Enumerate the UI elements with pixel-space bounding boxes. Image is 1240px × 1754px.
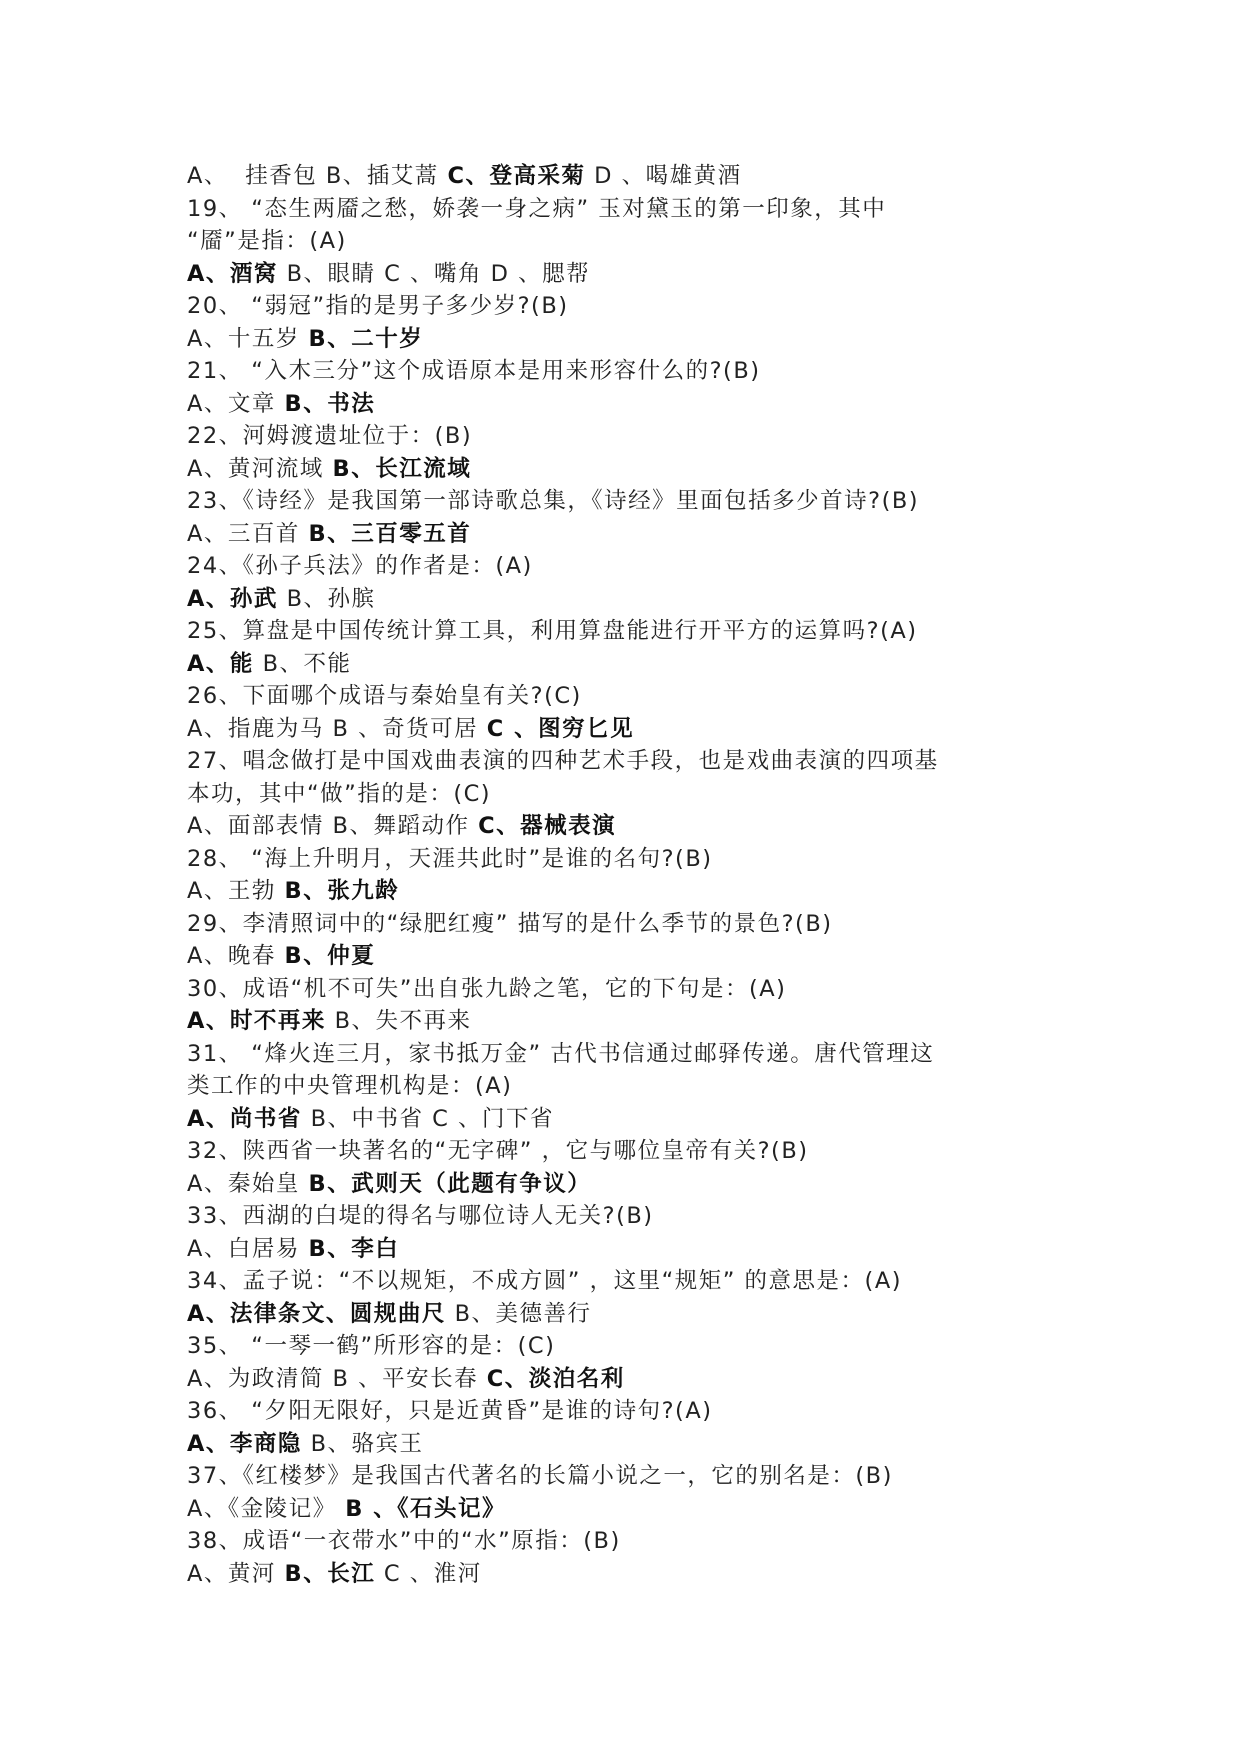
plain-text: 27、唱念做打是中国戏曲表演的四种艺术手段，也是戏曲表演的四项基 [187, 748, 939, 774]
plain-text: 19、 “态生两靥之愁，娇袭一身之病” 玉对黛玉的第一印象，其中 [187, 195, 887, 222]
question-text-line [187, 1525, 1067, 1558]
answer-options-line [187, 1558, 1067, 1591]
question-text-line [187, 778, 1067, 811]
answer-options-line [187, 1493, 1067, 1526]
question-text-line [187, 745, 1067, 778]
plain-text: A、《金陵记》 [187, 1495, 346, 1522]
question-text-line [187, 1135, 1067, 1168]
plain-text: A、白居易 [187, 1235, 309, 1262]
answer-options-line [187, 713, 1067, 746]
plain-text: 23、《诗经》是我国第一部诗歌总集，《诗经》里面包括多少首诗?(B) [187, 488, 920, 514]
question-text-line [187, 1038, 1067, 1071]
question-text-line [187, 1330, 1067, 1363]
plain-text: A、文章 [187, 390, 285, 417]
correct-answer-text: C 、图穷匕见 [486, 715, 635, 742]
answer-options-line [187, 1363, 1067, 1396]
answer-options-line [187, 453, 1067, 486]
plain-text: 37、《红楼梦》是我国古代著名的长篇小说之一，它的别名是：(B) [187, 1463, 893, 1489]
answer-options-line [187, 258, 1067, 291]
correct-answer-text: C、登高采菊 [447, 163, 586, 189]
plain-text: B、失不再来 [325, 1008, 472, 1034]
question-text-line [187, 1200, 1067, 1233]
plain-text: 本功，其中“做”指的是：(C) [187, 780, 492, 807]
question-text-line [187, 355, 1067, 388]
question-text-line [187, 908, 1067, 941]
answer-options-line [187, 323, 1067, 356]
plain-text: 32、陕西省一块著名的“无字碑” ，它与哪位皇帝有关?(B) [187, 1138, 809, 1164]
plain-text: 38、成语“一衣带水”中的“水”原指：(B) [187, 1528, 621, 1554]
correct-answer-text: A、时不再来 [187, 1008, 326, 1034]
plain-text: “靥”是指：(A) [187, 228, 347, 254]
correct-answer-text: B、李白 [308, 1235, 400, 1262]
question-text-line [187, 1265, 1067, 1298]
plain-text: B、中书省 C 、门下省 [301, 1105, 555, 1132]
answer-options-line [187, 875, 1067, 908]
correct-answer-text: B、三百零五首 [308, 520, 472, 547]
correct-answer-text: B、二十岁 [308, 325, 424, 352]
question-text-line [187, 680, 1067, 713]
answer-options-line [187, 1103, 1067, 1136]
plain-text: A、十五岁 [187, 325, 309, 352]
question-text-line [187, 1395, 1067, 1428]
plain-text: B、美德善行 [445, 1300, 592, 1327]
correct-answer-text: B、仲夏 [284, 943, 376, 969]
plain-text: D 、喝雄黄酒 [585, 163, 742, 189]
correct-answer-text: A、能 [187, 650, 254, 677]
answer-options-line [187, 518, 1067, 551]
correct-answer-text: C、器械表演 [478, 813, 617, 839]
question-text-line [187, 420, 1067, 453]
answer-options-line [187, 1005, 1067, 1038]
plain-text: B、眼睛 C 、嘴角 D 、腮帮 [277, 260, 591, 287]
plain-text: 20、 “弱冠”指的是男子多少岁?(B) [187, 293, 569, 319]
answer-options-line [187, 1168, 1067, 1201]
correct-answer-text: B、书法 [284, 390, 376, 417]
correct-answer-text: B、张九龄 [284, 878, 400, 904]
correct-answer-text: B、长江 [284, 1560, 376, 1587]
question-text-line [187, 1070, 1067, 1103]
answer-options-line [187, 1298, 1067, 1331]
plain-text: A、黄河 [187, 1560, 285, 1587]
plain-text: 21、 “入木三分”这个成语原本是用来形容什么的?(B) [187, 358, 761, 384]
plain-text: B、孙膑 [277, 585, 376, 612]
question-text-line [187, 550, 1067, 583]
plain-text: 33、西湖的白堤的得名与哪位诗人无关?(B) [187, 1203, 654, 1229]
plain-text: 24、《孙子兵法》的作者是：(A) [187, 553, 533, 579]
plain-text: 35、 “一琴一鹤”所形容的是：(C) [187, 1333, 556, 1359]
plain-text: A、 挂香包 B、插艾蒿 [187, 163, 448, 189]
plain-text: 36、 “夕阳无限好，只是近黄昏”是谁的诗句?(A) [187, 1398, 713, 1424]
answer-options-line [187, 583, 1067, 616]
plain-text: A、面部表情 B、舞蹈动作 [187, 813, 479, 839]
plain-text: 类工作的中央管理机构是：(A) [187, 1073, 513, 1099]
plain-text: 34、孟子说：“不以规矩，不成方圆” ，这里“规矩” 的意思是：(A) [187, 1268, 903, 1294]
answer-options-line [187, 940, 1067, 973]
answer-options-line [187, 1428, 1067, 1461]
question-text-line [187, 193, 1067, 226]
answer-options-line [187, 1233, 1067, 1266]
plain-text: B、骆宾王 [301, 1430, 424, 1457]
plain-text: B、不能 [253, 650, 352, 677]
plain-text: A、为政清简 B 、平安长春 [187, 1365, 487, 1392]
plain-text: A、王勃 [187, 878, 285, 904]
plain-text: A、三百首 [187, 520, 309, 547]
correct-answer-text: C、淡泊名利 [486, 1365, 625, 1392]
correct-answer-text: B、长江流域 [332, 455, 472, 482]
plain-text: C 、淮河 [375, 1560, 482, 1587]
plain-text: 26、下面哪个成语与秦始皇有关?(C) [187, 683, 582, 709]
plain-text: 29、李清照词中的“绿肥红瘦” 描写的是什么季节的景色?(B) [187, 910, 833, 937]
plain-text: A、晚春 [187, 943, 285, 969]
correct-answer-text: A、酒窝 [187, 260, 278, 287]
plain-text: A、黄河流域 [187, 455, 333, 482]
correct-answer-text: B 、《石头记》 [345, 1495, 507, 1522]
question-text-line [187, 973, 1067, 1006]
quiz-text-block [187, 160, 1067, 1590]
plain-text: 30、成语“机不可失”出自张九龄之笔，它的下句是：(A) [187, 975, 787, 1002]
question-text-line [187, 485, 1067, 518]
answer-options-line [187, 648, 1067, 681]
question-text-line [187, 615, 1067, 648]
answer-options-line [187, 810, 1067, 843]
answer-options-line [187, 388, 1067, 421]
plain-text: A、指鹿为马 B 、奇货可居 [187, 715, 487, 742]
plain-text: 31、 “烽火连三月，家书抵万金” 古代书信通过邮驿传递。唐代管理这 [187, 1040, 935, 1067]
plain-text: A、秦始皇 [187, 1170, 309, 1197]
correct-answer-text: B、武则天（此题有争议） [308, 1170, 592, 1197]
correct-answer-text: A、法律条文、圆规曲尺 [187, 1300, 446, 1327]
correct-answer-text: A、尚书省 [187, 1105, 302, 1132]
question-text-line [187, 1460, 1067, 1493]
plain-text: 25、算盘是中国传统计算工具，利用算盘能进行开平方的运算吗?(A) [187, 618, 918, 644]
correct-answer-text: A、李商隐 [187, 1430, 302, 1457]
question-text-line [187, 290, 1067, 323]
plain-text: 28、 “海上升明月，天涯共此时”是谁的名句?(B) [187, 845, 713, 872]
plain-text: 22、河姆渡遗址位于：(B) [187, 423, 473, 449]
answer-options-line [187, 160, 1067, 193]
question-text-line [187, 225, 1067, 258]
correct-answer-text: A、孙武 [187, 585, 278, 612]
question-text-line [187, 843, 1067, 876]
